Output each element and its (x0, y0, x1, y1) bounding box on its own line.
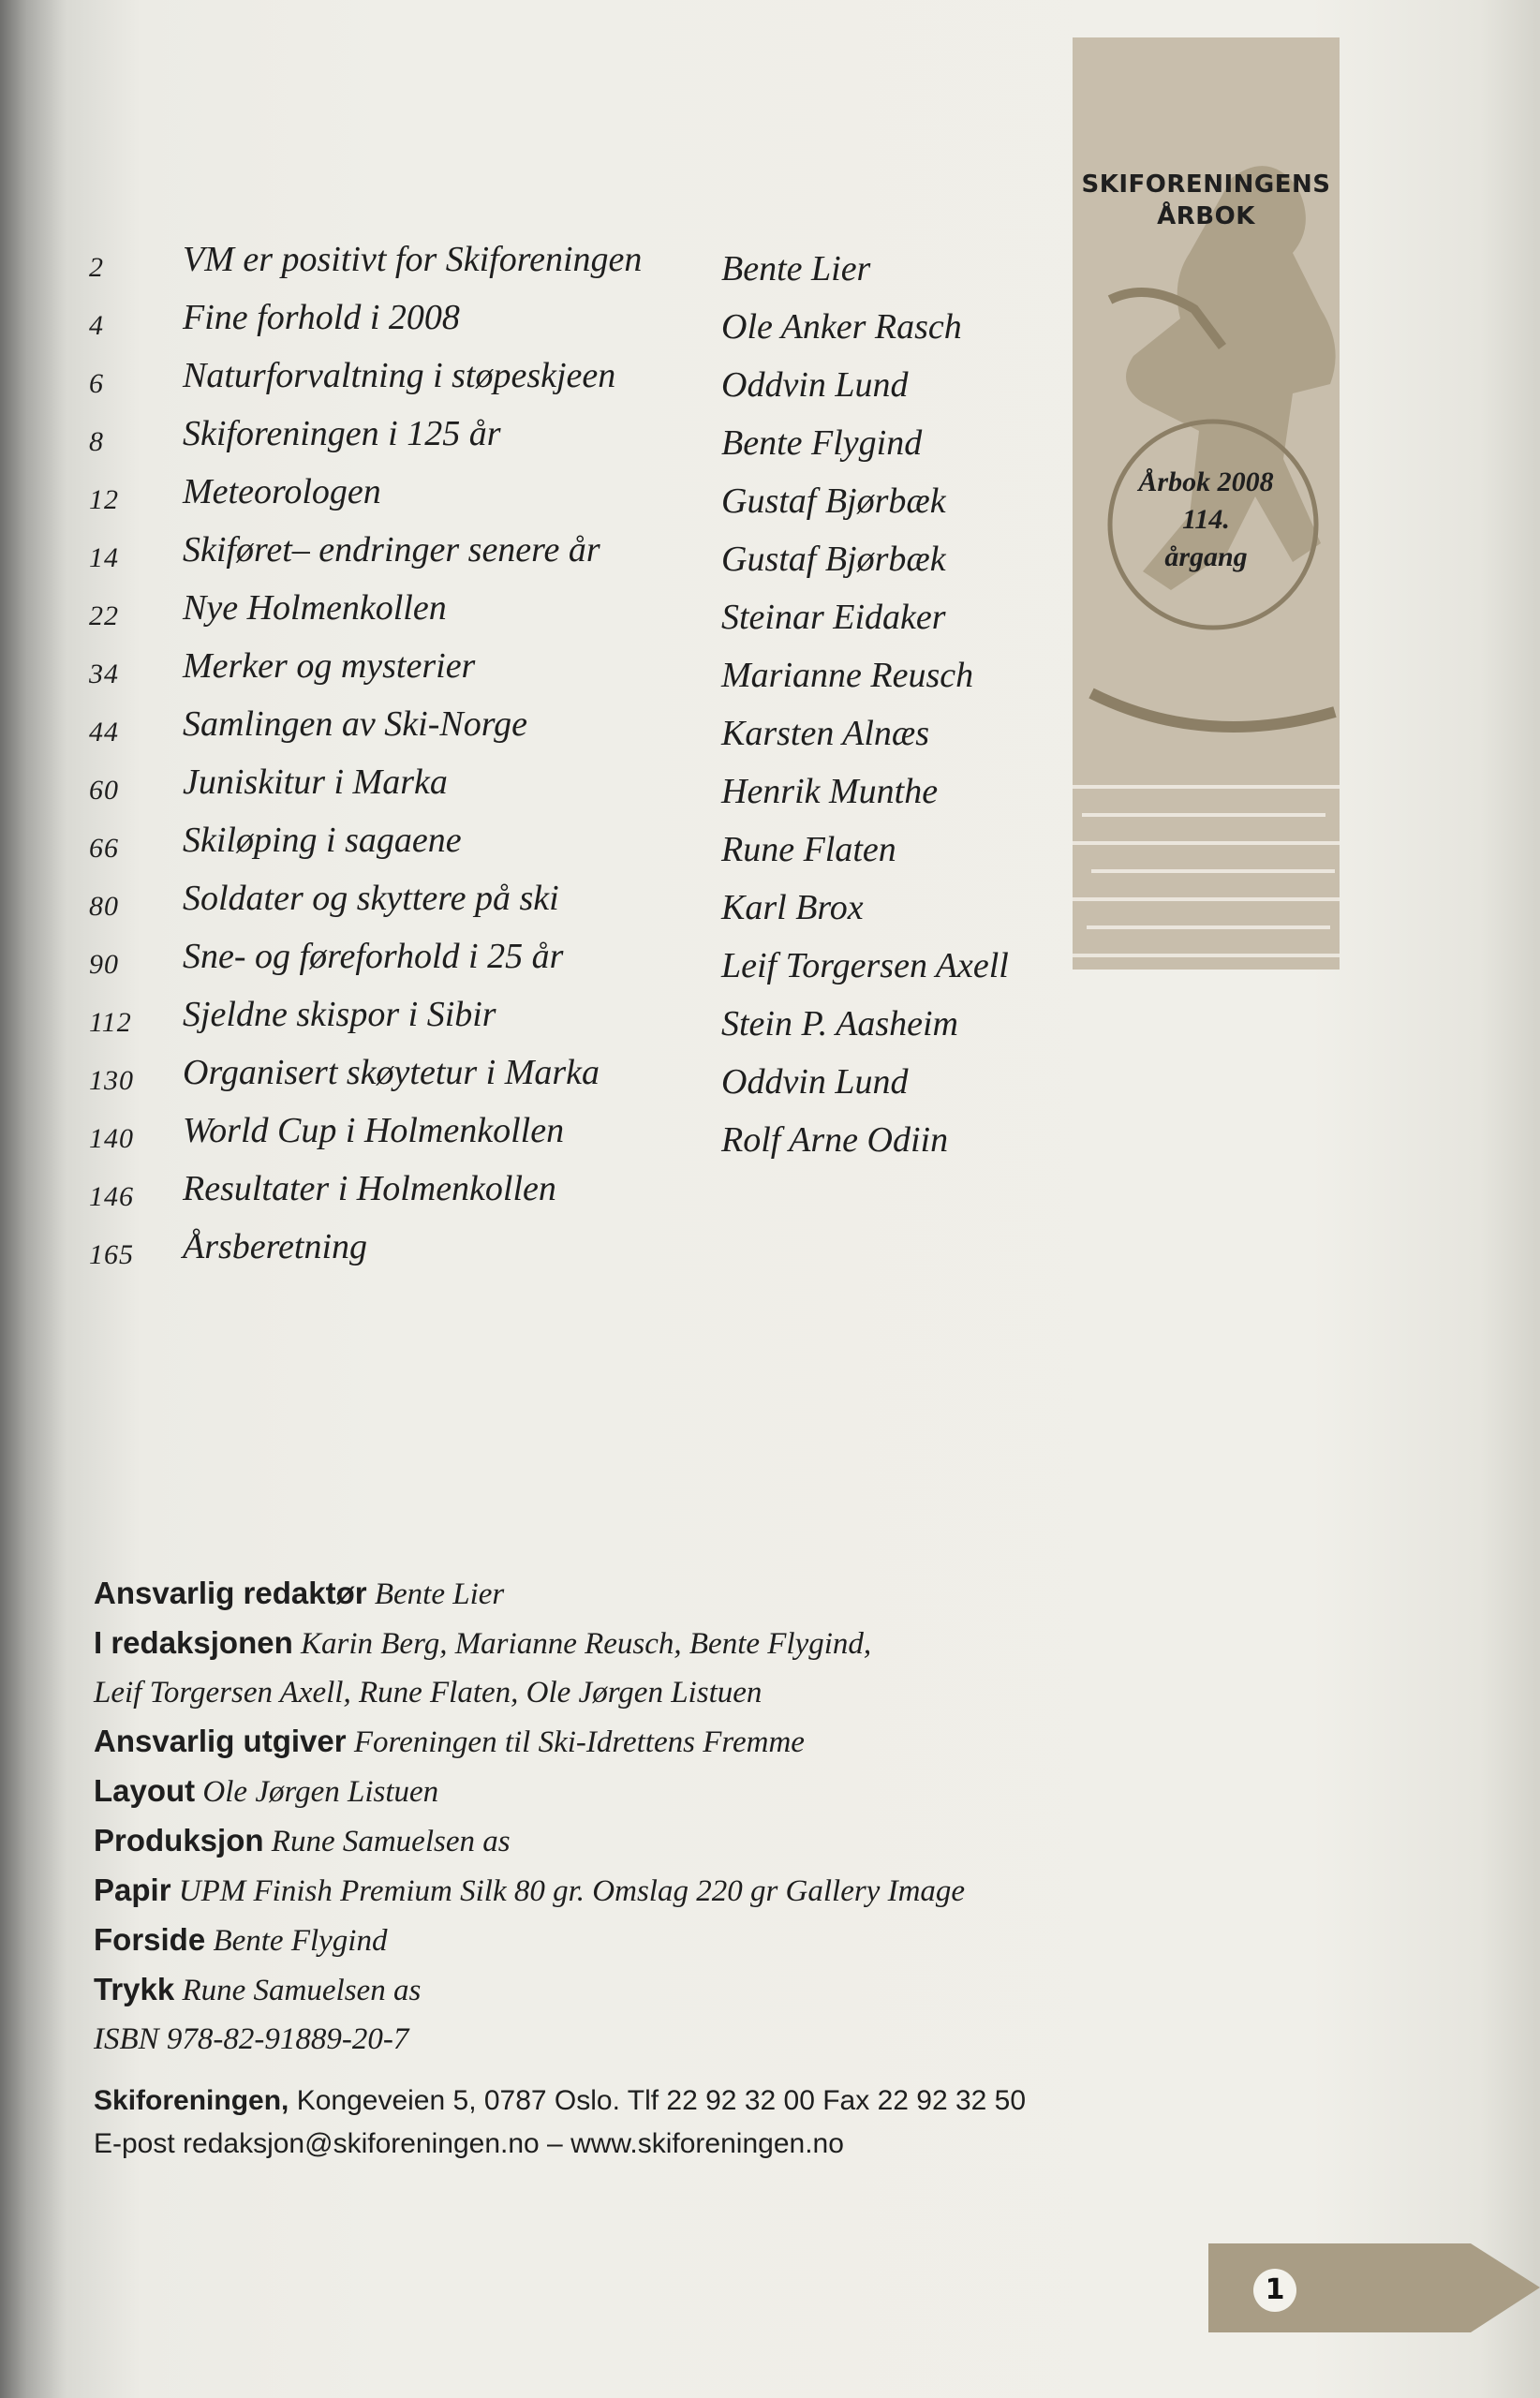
toc-page-number: 146 (89, 1181, 134, 1212)
toc-entry (89, 471, 1044, 529)
toc-entry (89, 1110, 1044, 1168)
toc-page-number: 6 (89, 368, 104, 399)
toc-article-title: World Cup i Holmenkollen (183, 1111, 565, 1150)
credit-layout (94, 1767, 1124, 1816)
table-of-contents (89, 239, 1044, 1284)
credit-label: I redaksjonen (94, 1625, 293, 1660)
toc-page-number: 22 (89, 600, 119, 631)
credit-value: Bente Flygind (213, 1924, 388, 1958)
toc-page-number: 140 (89, 1123, 134, 1154)
credit-cover (94, 1916, 1124, 1965)
credit-value: Karin Berg, Marianne Reusch, Bente Flygind, (301, 1627, 872, 1661)
toc-page-number: 4 (89, 310, 104, 341)
address: Kongeveien 5, 0787 Oslo. Tlf 22 92 32 00 Fax 22 92 32 50 (296, 2085, 1027, 2116)
credits (94, 1569, 1124, 2064)
yearbook-edition (1073, 464, 1340, 576)
toc-author: Karl Brox (721, 888, 864, 927)
toc-entry (89, 994, 1044, 1052)
toc-article-title: Fine forhold i 2008 (183, 298, 460, 337)
credit-print (94, 1965, 1124, 2015)
toc-page-number: 60 (89, 775, 119, 806)
credit-label: Layout (94, 1773, 196, 1808)
toc-page-number: 90 (89, 949, 119, 980)
toc-page-number: 14 (89, 542, 119, 573)
credit-label: Papir (94, 1873, 171, 1907)
credit-label: Forside (94, 1922, 206, 1957)
toc-article-title: Juniskitur i Marka (183, 762, 448, 802)
contact-email-line: E-post redaksjon@skiforeningen.no – www.skiforeningen.no (94, 2128, 844, 2159)
isbn-label: ISBN (94, 2022, 159, 2056)
toc-author: Ole Anker Rasch (721, 307, 962, 347)
isbn-value: 978-82-91889-20-7 (166, 2022, 409, 2056)
toc-author: Oddvin Lund (721, 365, 909, 405)
toc-author: Oddvin Lund (721, 1062, 909, 1102)
toc-article-title: Skiløping i sagaene (183, 821, 462, 860)
toc-article-title: Resultater i Holmenkollen (183, 1169, 556, 1208)
toc-page-number: 80 (89, 891, 119, 922)
toc-entry (89, 703, 1044, 762)
toc-entry (89, 239, 1044, 297)
edition-number: 114. (1182, 504, 1230, 535)
toc-author: Bente Lier (721, 249, 871, 289)
credit-value: Ole Jørgen Listuen (202, 1775, 439, 1809)
toc-article-title: Merker og mysterier (183, 646, 476, 686)
toc-entry (89, 936, 1044, 994)
toc-entry (89, 297, 1044, 355)
credit-staff-continued (94, 1668, 1124, 1717)
toc-page-number: 2 (89, 252, 104, 283)
toc-article-title: Sjeldne skispor i Sibir (183, 995, 496, 1034)
toc-author: Marianne Reusch (721, 656, 974, 695)
credit-production (94, 1816, 1124, 1866)
toc-entry (89, 645, 1044, 703)
toc-entry (89, 1168, 1044, 1226)
credit-label: Produksjon (94, 1823, 264, 1858)
toc-author: Gustaf Bjørbæk (721, 481, 946, 521)
toc-author: Henrik Munthe (721, 772, 939, 811)
toc-entry (89, 355, 1044, 413)
page-number: 1 (1253, 2269, 1296, 2312)
toc-article-title: Skiforeningen i 125 år (183, 414, 501, 453)
toc-article-title: VM er positivt for Skiforeningen (183, 240, 643, 279)
toc-page-number: 112 (89, 1007, 132, 1038)
toc-article-title: Meteorologen (183, 472, 381, 511)
credit-label: Ansvarlig utgiver (94, 1724, 347, 1758)
toc-article-title: Organisert skøytetur i Marka (183, 1053, 600, 1092)
toc-author: Gustaf Bjørbæk (721, 540, 946, 579)
credit-value: Foreningen til Ski-Idrettens Fremme (353, 1725, 805, 1759)
toc-article-title: Soldater og skyttere på ski (183, 879, 559, 918)
credit-value: Leif Torgersen Axell, Rune Flaten, Ole Jørgen Listuen (94, 1676, 763, 1710)
toc-entry (89, 1226, 1044, 1284)
toc-page-number: 34 (89, 659, 119, 689)
contact-info (94, 2080, 1218, 2166)
credit-label: Ansvarlig redaktør (94, 1576, 367, 1610)
toc-page-number: 12 (89, 484, 119, 515)
credit-staff (94, 1619, 1124, 1668)
toc-entry (89, 762, 1044, 820)
toc-article-title: Årsberetning (183, 1227, 368, 1266)
toc-entry (89, 529, 1044, 587)
credit-value: Rune Samuelsen as (182, 1974, 422, 2007)
toc-author: Leif Torgersen Axell (721, 946, 1009, 985)
credit-value: Bente Lier (374, 1577, 505, 1611)
credit-publisher (94, 1717, 1124, 1767)
credit-label: Trykk (94, 1972, 175, 2006)
credit-value: UPM Finish Premium Silk 80 gr. Omslag 220 gr Gallery Image (178, 1874, 966, 1908)
yearbook-title: SKIFORENINGENS ÅRBOK (1081, 170, 1331, 230)
organization-name: Skiforeningen, (94, 2085, 289, 2116)
toc-page-number: 66 (89, 833, 119, 864)
toc-page-number: 44 (89, 717, 119, 748)
toc-author: Karsten Alnæs (721, 714, 930, 753)
edition-year: Årbok 2008 (1138, 466, 1274, 497)
toc-article-title: Skiføret– endringer senere år (183, 530, 600, 570)
toc-author: Stein P. Aasheim (721, 1004, 958, 1044)
yearbook-banner (1073, 37, 1340, 970)
toc-entry (89, 1052, 1044, 1110)
toc-entry (89, 587, 1044, 645)
toc-article-title: Samlingen av Ski-Norge (183, 704, 527, 744)
credit-isbn (94, 2015, 1124, 2064)
toc-author: Steinar Eidaker (721, 598, 946, 637)
toc-entry (89, 413, 1044, 471)
toc-article-title: Sne- og føreforhold i 25 år (183, 937, 564, 976)
toc-entry (89, 878, 1044, 936)
toc-article-title: Nye Holmenkollen (183, 588, 447, 628)
toc-author: Rolf Arne Odiin (721, 1120, 949, 1160)
toc-page-number: 8 (89, 426, 104, 457)
toc-author: Rune Flaten (721, 830, 896, 869)
credit-editor (94, 1569, 1124, 1619)
toc-author: Bente Flygind (721, 423, 923, 463)
contact-address-line (94, 2080, 1218, 2123)
toc-entry (89, 820, 1044, 878)
toc-page-number: 130 (89, 1065, 134, 1096)
edition-label: årgang (1164, 541, 1248, 572)
toc-page-number: 165 (89, 1239, 134, 1270)
credit-value: Rune Samuelsen as (271, 1825, 511, 1858)
credit-paper (94, 1866, 1124, 1916)
toc-article-title: Naturforvaltning i støpeskjeen (183, 356, 616, 395)
